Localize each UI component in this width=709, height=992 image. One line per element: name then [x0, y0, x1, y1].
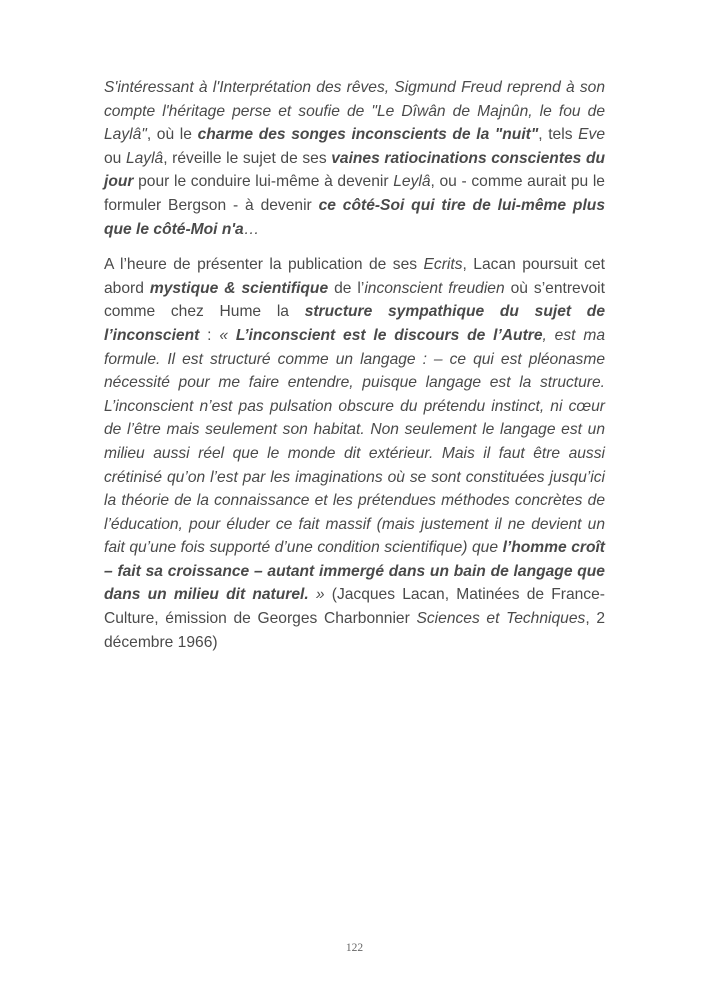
text-segment: pour le conduire lui-même à devenir	[133, 173, 394, 191]
text-segment: Leylâ	[393, 173, 431, 191]
quote-emphasis: l’homme croît – fait sa croissance – autant immergé dans un bain de langage que dans un milieu dit naturel.	[104, 539, 605, 604]
text-segment: , ou - comme aurait pu le formuler Bergson - à devenir	[104, 173, 605, 214]
quote-text: , est ma formule. Il est structuré comme un langage : – ce qui est pléonasme nécessité pour me faire entendre, puisque langage est la structure. L’inconscient n’est pas pulsation obscure du prétendu instinct, ni cœur de l’être mais seulement son habitat. Non seulement le langage est un milieu aussi réel que le monde dit extérieur. Mais il faut être aussi crétinisé qu’on l’est par les imaginations où se sont constituées jusqu’ici la théorie de la connaissance et les prétendues méthodes concrètes de l’éducation, pour éluder ce fait massif (mais justement il ne devient un fait qu’une fois supporté d’une condition scientifique) que	[104, 326, 605, 557]
citation-text: (Jacques Lacan, Matinées de France-Culture, émission de Georges Charbonnier	[104, 586, 605, 628]
quote-close: »	[308, 586, 325, 604]
text-segment: inconscient freudien	[364, 279, 505, 297]
text-segment: …	[243, 220, 260, 238]
text-segment: Eve	[578, 126, 606, 144]
text-segment: , Lacan poursuit cet abord	[104, 256, 605, 297]
text-segment: où s’entrevoit comme chez Hume la	[104, 279, 605, 321]
citation-title: Sciences et Techniques	[416, 610, 586, 628]
text-segment: Ecrits	[423, 256, 463, 274]
text-segment: :	[199, 326, 220, 344]
text-segment-emphasis: charme des songes inconscients de la "nuit"	[197, 126, 539, 144]
text-segment: Laylâ	[125, 149, 164, 167]
page-body	[104, 76, 605, 654]
text-segment-emphasis: mystique & scientifique	[149, 279, 329, 297]
text-segment: A l’heure de présenter la publication de ses	[104, 256, 424, 274]
text-segment-emphasis: ce côté-Soi qui tire de lui-même plus que le côté-Moi n'a	[104, 196, 605, 238]
page-number: 122	[345, 942, 364, 954]
text-segment-emphasis: structure sympathique du sujet de l’inconscient	[104, 303, 605, 344]
paragraph-freud	[104, 76, 605, 241]
text-segment-emphasis: vaines ratiocinations conscientes du jour	[104, 149, 605, 191]
text-segment: , où le	[146, 126, 198, 144]
text-segment: , réveille le sujet de ses	[163, 149, 332, 167]
text-segment: ou	[104, 149, 126, 167]
quote-emphasis: L’inconscient est le discours de l’Autre	[235, 326, 543, 344]
paragraph-lacan	[104, 253, 605, 654]
text-segment: S'intéressant à l'Interprétation des rêves, Sigmund Freud reprend à son compte l'héritage perse et soufie de "Le Dîwân de Majnûn, le fou de Laylâ"	[104, 79, 605, 144]
text-segment: , tels	[538, 126, 579, 144]
citation-text: , 2 décembre 1966)	[104, 610, 605, 651]
text-segment: de l’	[328, 279, 365, 297]
quote-open: «	[219, 326, 236, 344]
